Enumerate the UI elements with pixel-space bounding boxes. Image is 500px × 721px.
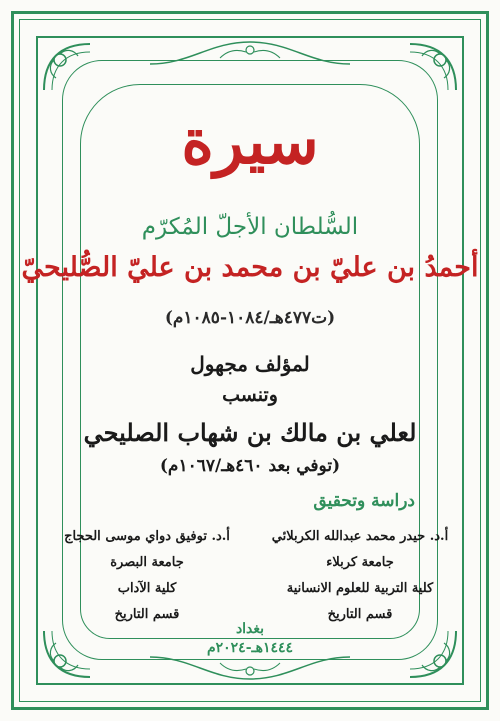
- editor-left: [52, 524, 242, 628]
- subtitle-line-2: أحمدُ بن عليّ بن محمد بن عليّ الصُّليحيّ: [21, 252, 479, 283]
- editor-left-university: جامعة البصرة: [110, 555, 184, 570]
- editor-left-college: كلية الآداب: [117, 581, 177, 596]
- publication-place: بغداد: [235, 621, 265, 637]
- top-ornament-icon: [150, 38, 350, 66]
- editor-left-department: قسم التاريخ: [114, 607, 180, 622]
- editor-left-name: أ.د. توفيق دواي موسى الحجاج: [64, 529, 230, 544]
- author-line-1: لمؤلف مجهول: [190, 352, 310, 376]
- author-dates: (توفي بعد ٤٦٠هـ/١٠٦٧م): [159, 456, 341, 476]
- editor-right-college: كلية التربية للعلوم الانسانية: [286, 581, 434, 596]
- study-label: دراسة وتحقيق: [313, 491, 415, 511]
- corner-ornament-icon: [406, 40, 460, 94]
- bottom-ornament-icon: [150, 655, 350, 683]
- publication-date: ١٤٤٤هـ-٢٠٢٤م: [206, 640, 294, 656]
- editor-right-university: جامعة كربلاء: [326, 555, 394, 570]
- corner-ornament-icon: [40, 40, 94, 94]
- editor-right-department: قسم التاريخ: [327, 607, 393, 622]
- editor-right: [265, 524, 455, 628]
- subtitle-line-1: السُّلطان الأجلّ المُكرّم: [141, 214, 359, 240]
- subject-dates: (ت٤٧٧هـ/١٠٨٤-١٠٨٥م): [164, 308, 336, 328]
- editor-right-name: أ.د. حيدر محمد عبدالله الكربلائي: [271, 529, 449, 544]
- book-title: سيرة: [181, 105, 319, 178]
- author-line-2: وتنسب: [222, 384, 278, 406]
- author-line-3: لعلي بن مالك بن شهاب الصليحي: [83, 418, 417, 447]
